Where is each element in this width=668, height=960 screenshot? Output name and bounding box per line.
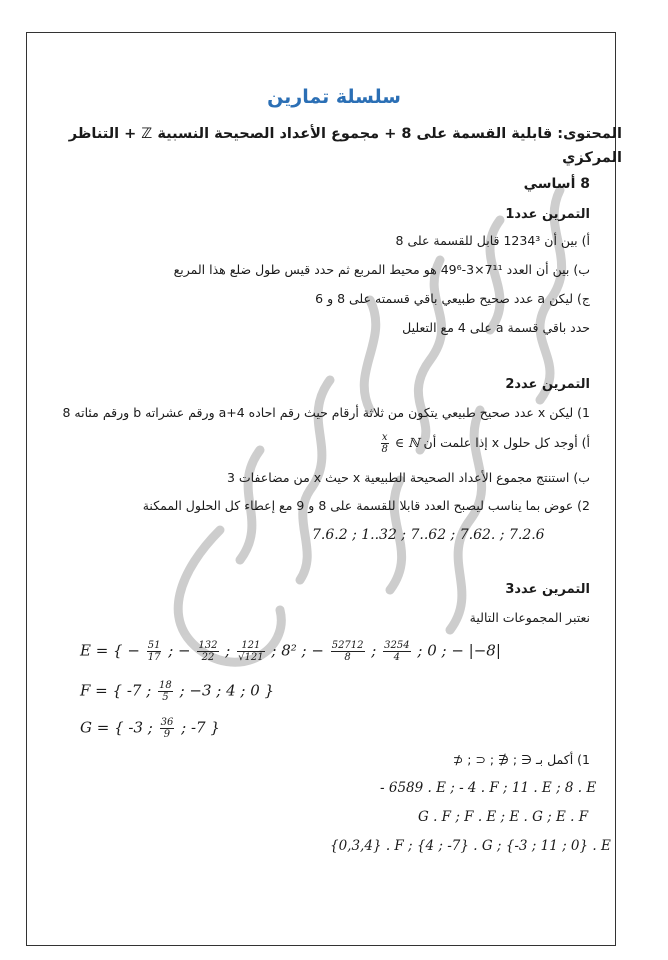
page-title: سلسلة تمارين (267, 86, 401, 108)
exercise3-title: التمرين عدد3 (505, 582, 590, 597)
exercise3-row2: G . F ; F . E ; E . G ; E . F (418, 809, 589, 825)
exercise3-question1: 1) أكمل بـ ∈ ; ∉ ; ⊂ ; ⊄ (452, 752, 590, 767)
fraction: $\frac{x}{8}$ (381, 432, 388, 455)
exercise2-question1a (379, 432, 590, 455)
fraction: $\frac{52712}{8}$ (331, 640, 364, 663)
set-g: G = { -3 ; $\frac{36}{9}$ ; -7 } (80, 717, 220, 740)
exercise2-title: التمرين عدد2 (505, 377, 590, 392)
set-e: E = { − $\frac{51}{17}$ ; − $\frac{132}{22}$ ; $\frac{121}{√121}$ ; 8² ; − $\frac{52712}{8}$ ; $\frac{3254}{4}$ ; 0 ; − |−8| (80, 640, 501, 663)
fraction: $\frac{51}{17}$ (147, 640, 161, 663)
fraction: $\frac{132}{22}$ (198, 640, 218, 663)
exercise1-part-a: أ) بين أن 1234³ قابل للقسمة على 8 (395, 233, 590, 248)
exercise2-question1b: ب) استنتج مجموع الأعداد الصحيحة الطبيعية x حيث x من مضاعفات 3 (226, 470, 590, 485)
exercise1-part-b: ب) بين أن العدد 7¹¹×3-49⁶ هو محيط المربع ثم حدد قيس طول ضلع هذا المربع (173, 262, 590, 277)
fraction: $\frac{3254}{4}$ (384, 640, 410, 663)
exercise1-title: التمرين عدد1 (505, 207, 590, 222)
exercise2-question1a-text: أ) أوجد كل حلول x إذا علمت أن (423, 435, 590, 450)
fraction: $\frac{121}{√121}$ (238, 640, 264, 663)
set-f: F = { -7 ; $\frac{18}{5}$ ; −3 ; 4 ; 0 } (80, 680, 275, 703)
content-subject: المحتوى: قابلية القسمة على 8 + مجموع الأعداد الصحيحة النسبية ℤ + التناظر المركزي (68, 126, 622, 166)
grade-level: 8 أساسي (523, 176, 590, 192)
fraction: $\frac{18}{5}$ (159, 680, 172, 703)
exercise2-question1a-math: $\frac{x}{8}$ ∈ ℕ (381, 432, 420, 455)
exercise3-row3: {0,3,4} . F ; {4 ; -7} . G ; {-3 ; 11 ; 0} . E (330, 838, 611, 854)
exercise1-part-c: ج) ليكن a عدد صحيح طبيعي باقي قسمته على 8 و 6 (315, 291, 590, 306)
exercise2-question1: 1) ليكن x عدد صحيح طبيعي يتكون من ثلاثة أرقام حيث رقم احاده a+4 ورقم عشراته b ورقم مئاته 8 (62, 405, 590, 420)
exercise3-intro: نعتبر المجموعات التالية (469, 610, 590, 625)
exercise1-part-d: حدد باقي قسمة a على 4 مع التعليل (402, 320, 590, 335)
exercise3-row1: - 6589 . E ; - 4 . F ; 11 . E ; 8 . E (380, 780, 597, 796)
exercise2-numbers: 7.6.2 ; 1..32 ; 7..62 ; 7.62. ; 7.2.6 (312, 527, 545, 543)
fraction: $\frac{36}{9}$ (160, 717, 174, 740)
exercise2-question2: 2) عوض بما يناسب ليصبح العدد قابلا للقسمة على 8 و 9 مع إعطاء كل الحلول الممكنة (142, 498, 590, 513)
